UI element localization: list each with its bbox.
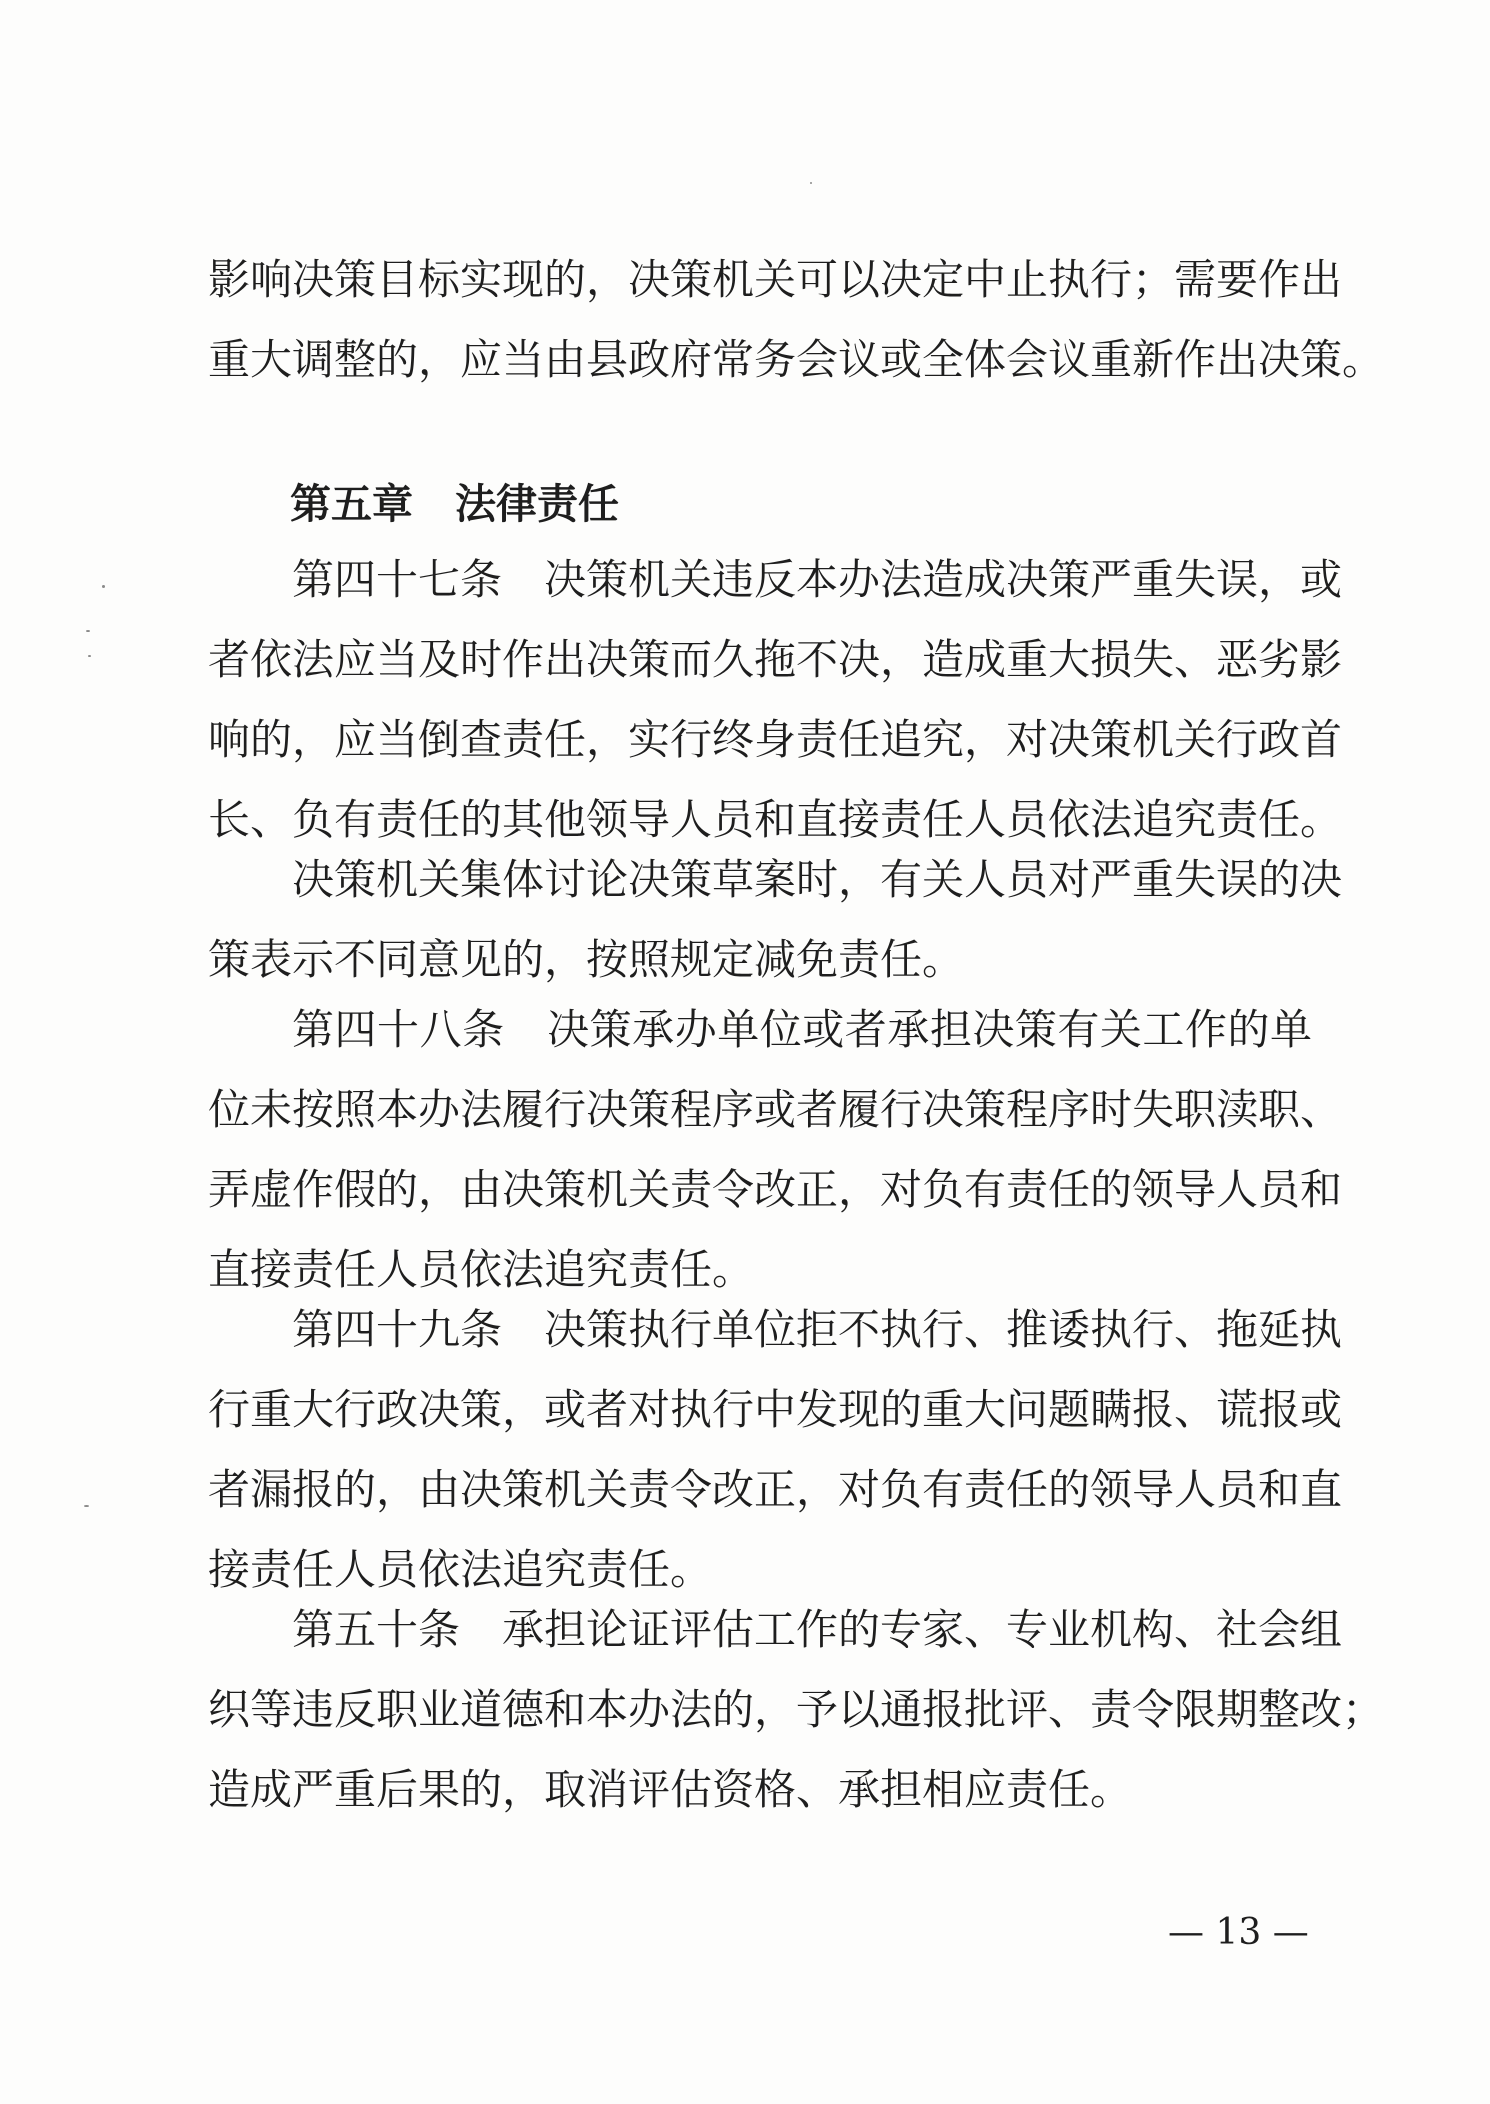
text-line: 响的，应当倒查责任，实行终身责任追究，对决策机关行政首 [208, 715, 1343, 764]
text-line: 第四十九条 决策执行单位拒不执行、推诿执行、拖延执 [292, 1305, 1343, 1354]
text-line: 直接责任人员依法追究责任。 [208, 1245, 755, 1294]
text-line: 接责任人员依法追究责任。 [208, 1545, 713, 1594]
text-line: 第四十八条 决策承办单位或者承担决策有关工作的单 [292, 1005, 1312, 1054]
text-line: 影响决策目标实现的，决策机关可以决定中止执行；需要作出 [208, 255, 1343, 304]
text-line: 织等违反职业道德和本办法的，予以通报批评、责令限期整改； [208, 1685, 1385, 1734]
scan-speck [102, 585, 105, 588]
text-line: 第四十七条 决策机关违反本办法造成决策严重失误，或 [292, 555, 1343, 604]
text-line: 者漏报的，由决策机关责令改正，对负有责任的领导人员和直 [208, 1465, 1343, 1514]
scan-speck [810, 182, 812, 184]
scan-speck [84, 1505, 89, 1507]
text-line: 重大调整的，应当由县政府常务会议或全体会议重新作出决策。 [208, 335, 1385, 384]
text-line: 决策机关集体讨论决策草案时，有关人员对严重失误的决 [292, 855, 1343, 904]
chapter-name: 法律责任 [455, 480, 619, 528]
chapter-number: 第五章 [290, 480, 413, 528]
scan-speck [86, 630, 90, 632]
text-line: 第五十条 承担论证评估工作的专家、专业机构、社会组 [292, 1605, 1343, 1654]
text-line: 行重大行政决策，或者对执行中发现的重大问题瞒报、谎报或 [208, 1385, 1343, 1434]
text-line: 长、负有责任的其他领导人员和直接责任人员依法追究责任。 [208, 795, 1343, 844]
text-line: 弄虚作假的，由决策机关责令改正，对负有责任的领导人员和 [208, 1165, 1343, 1214]
scan-speck [88, 655, 91, 657]
text-line: 策表示不同意见的，按照规定减免责任。 [208, 935, 965, 984]
chapter-heading [290, 474, 619, 534]
text-line: 位未按照本办法履行决策程序或者履行决策程序时失职渎职、 [208, 1085, 1343, 1134]
text-line: 造成严重后果的，取消评估资格、承担相应责任。 [208, 1765, 1133, 1814]
text-line: 者依法应当及时作出决策而久拖不决，造成重大损失、恶劣影 [208, 635, 1343, 684]
page-number: — 13 — [1168, 1912, 1309, 1953]
